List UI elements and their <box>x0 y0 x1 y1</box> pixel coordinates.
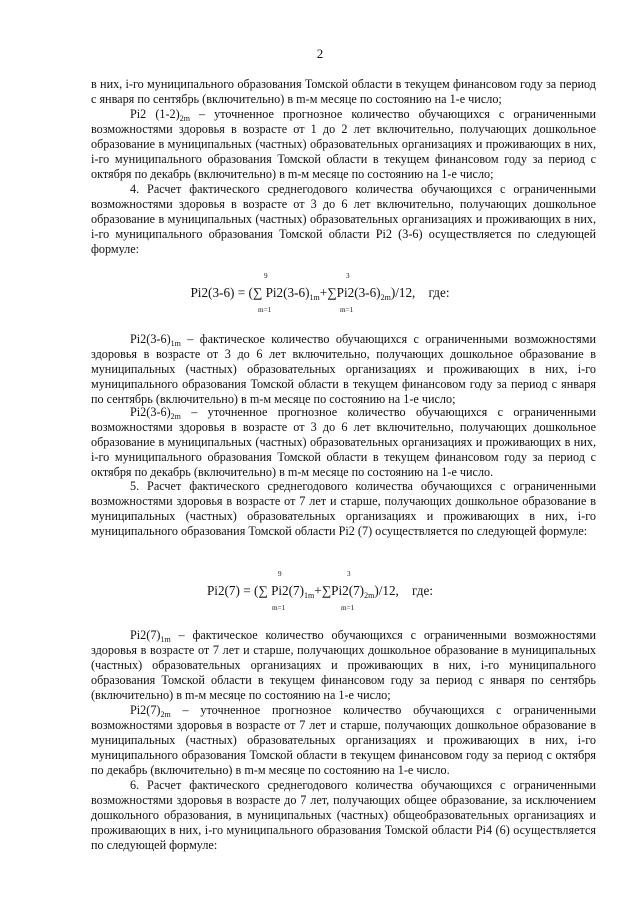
plus-sign: + <box>319 285 328 300</box>
formula-where: где: <box>412 583 434 598</box>
variable-name: Pi2(3-6) <box>130 405 171 419</box>
definition-text: – фактическое количество обучающихся с ограниченными возможностями здоровья в возрасте от 7 лет и старше, получающих дошкольное образование в муниципальных (частных) образовательных организациях и проживающих в них, i-го муниципального образования Томской области в текущем финансовом году за период с января по сентябрь (включительно) в m-м месяце по состоянию на 1-е число; <box>91 628 596 703</box>
sum-sign: ∑ <box>321 583 332 598</box>
sum-sign: ∑ <box>258 583 268 598</box>
section-6-paragraph: 6. Расчет фактического среднегодового количества обучающихся с ограниченными возможностями здоровья в возрасте до 7 лет, получающих общее образование, за исключением дошкольного образования, в муниципальных (частных) общеобразовательных организациях и проживающих в них, i-го муниципального образования Томской области Pi4 (6) осуществляется по следующей формуле: <box>91 778 596 853</box>
definition-text: – уточненное прогнозное количество обучающихся с ограниченными возможностями здоровья в возрасте от 7 лет и старше, получающих дошкольное образование в муниципальных (частных) образовательных организациях и проживающих в них, i-го муниципального образования Томской области в текущем финансовом году за период с октября по декабрь (включительно) в m-м месяце по состоянию на 1-е число. <box>91 703 596 778</box>
formula-pi2-7 <box>0 568 640 614</box>
sum1-lower-limit: m=1 <box>258 306 272 314</box>
sum2-lower-limit: m=1 <box>341 604 355 612</box>
formula-tail: )/12, <box>374 583 399 598</box>
variable-subscript: 1m <box>160 635 171 644</box>
sum1-upper-limit: 9 <box>264 272 268 280</box>
plus-sign: + <box>314 583 322 598</box>
definition-text: – уточненное прогнозное количество обучающихся с ограниченными возможностями здоровья в возрасте от 3 до 6 лет включительно, получающих дошкольное образование в муниципальных (частных) образовательных организациях и проживающих в них, i-го муниципального образования Томской области в текущем финансовом году за период с октября по декабрь (включительно) в m-м месяце по состоянию на 1-е число. <box>91 405 596 480</box>
variable-subscript: 2m <box>170 412 181 421</box>
sum-sign: ∑ <box>252 285 263 300</box>
formula-pi2-3-6 <box>0 270 640 316</box>
formula-term1: Pi2(7) <box>271 583 305 598</box>
page-number: 2 <box>316 46 324 61</box>
variable-subscript: 2m <box>179 114 190 123</box>
term1-subscript: 1m <box>304 591 315 600</box>
paragraph-continuation: в них, i-го муниципального образования Томской области в текущем финансовом году за период с января по сентябрь (включительно) в m-м месяце по состоянию на 1-е число; <box>91 77 596 107</box>
section-4-paragraph: 4. Расчет фактического среднегодового количества обучающихся с ограниченными возможностями здоровья в возрасте от 3 до 6 лет включительно, получающих дошкольное образование в муниципальных (частных) образовательных организациях и проживающих в них, i-го муниципального образования Томской области Pi2 (3-6) осуществляется по следующей формуле: <box>91 182 596 257</box>
definition-pi2-1-2-2m <box>91 107 596 182</box>
formula-lhs: Pi2(7) = ( <box>206 583 259 598</box>
sum-sign: ∑ <box>327 285 337 300</box>
term2-subscript: 2m <box>380 293 391 302</box>
sum2-upper-limit: 3 <box>346 272 350 280</box>
variable-name: Pi2(7) <box>130 703 161 717</box>
section-5-paragraph: 5. Расчет фактического среднегодового количества обучающихся с ограниченными возможностями здоровья в возрасте от 7 лет и старше, получающих дошкольное образование в муниципальных (частных) образовательных организациях и проживающих в них, i-го муниципального образования Томской области Pi2 (7) осуществляется по следующей формуле: <box>91 479 596 539</box>
sum2-upper-limit: 3 <box>347 570 351 578</box>
term2-subscript: 2m <box>364 591 375 600</box>
sum1-lower-limit: m=1 <box>272 604 286 612</box>
formula-term2: Pi2(3-6) <box>336 285 381 300</box>
term1-subscript: 1m <box>309 293 320 302</box>
variable-name: Pi2(3-6) <box>130 332 171 346</box>
definition-pi2-7-2m <box>91 703 596 778</box>
formula-where: где: <box>428 285 450 300</box>
sum1-upper-limit: 9 <box>278 570 282 578</box>
formula-body <box>0 583 640 598</box>
definition-pi2-3-6-2m <box>91 405 596 480</box>
definition-text: – фактическое количество обучающихся с ограниченными возможностями здоровья в возрасте от 3 до 6 лет включительно, получающих дошкольное образование в муниципальных (частных) образовательных организациях и проживающих в них, i-го муниципального образования Томской области в текущем финансовом году за период с января по сентябрь (включительно) в m-м месяце по состоянию на 1-е число; <box>91 332 596 407</box>
formula-tail: )/12, <box>390 285 416 300</box>
definition-pi2-7-1m <box>91 628 596 703</box>
sum2-lower-limit: m=1 <box>340 306 354 314</box>
formula-term1: Pi2(3-6) <box>265 285 310 300</box>
formula-lhs: Pi2(3-6) = ( <box>190 285 253 300</box>
variable-subscript: 2m <box>160 710 171 719</box>
formula-term2: Pi2(7) <box>331 583 365 598</box>
variable-subscript: 1m <box>170 339 181 348</box>
variable-name: Pi2 (1-2) <box>130 107 180 121</box>
variable-name: Pi2(7) <box>130 628 161 642</box>
definition-text: – уточненное прогнозное количество обучающихся с ограниченными возможностями здоровья в возрасте от 1 до 2 лет включительно, получающих дошкольное образование в муниципальных (частных) образовательных организациях и проживающих в них, i-го муниципального образования Томской области в текущем финансовом году за период с октября по декабрь (включительно) в m-м месяце по состоянию на 1-е число; <box>91 107 597 182</box>
definition-pi2-3-6-1m <box>91 332 596 407</box>
formula-body <box>0 285 640 300</box>
